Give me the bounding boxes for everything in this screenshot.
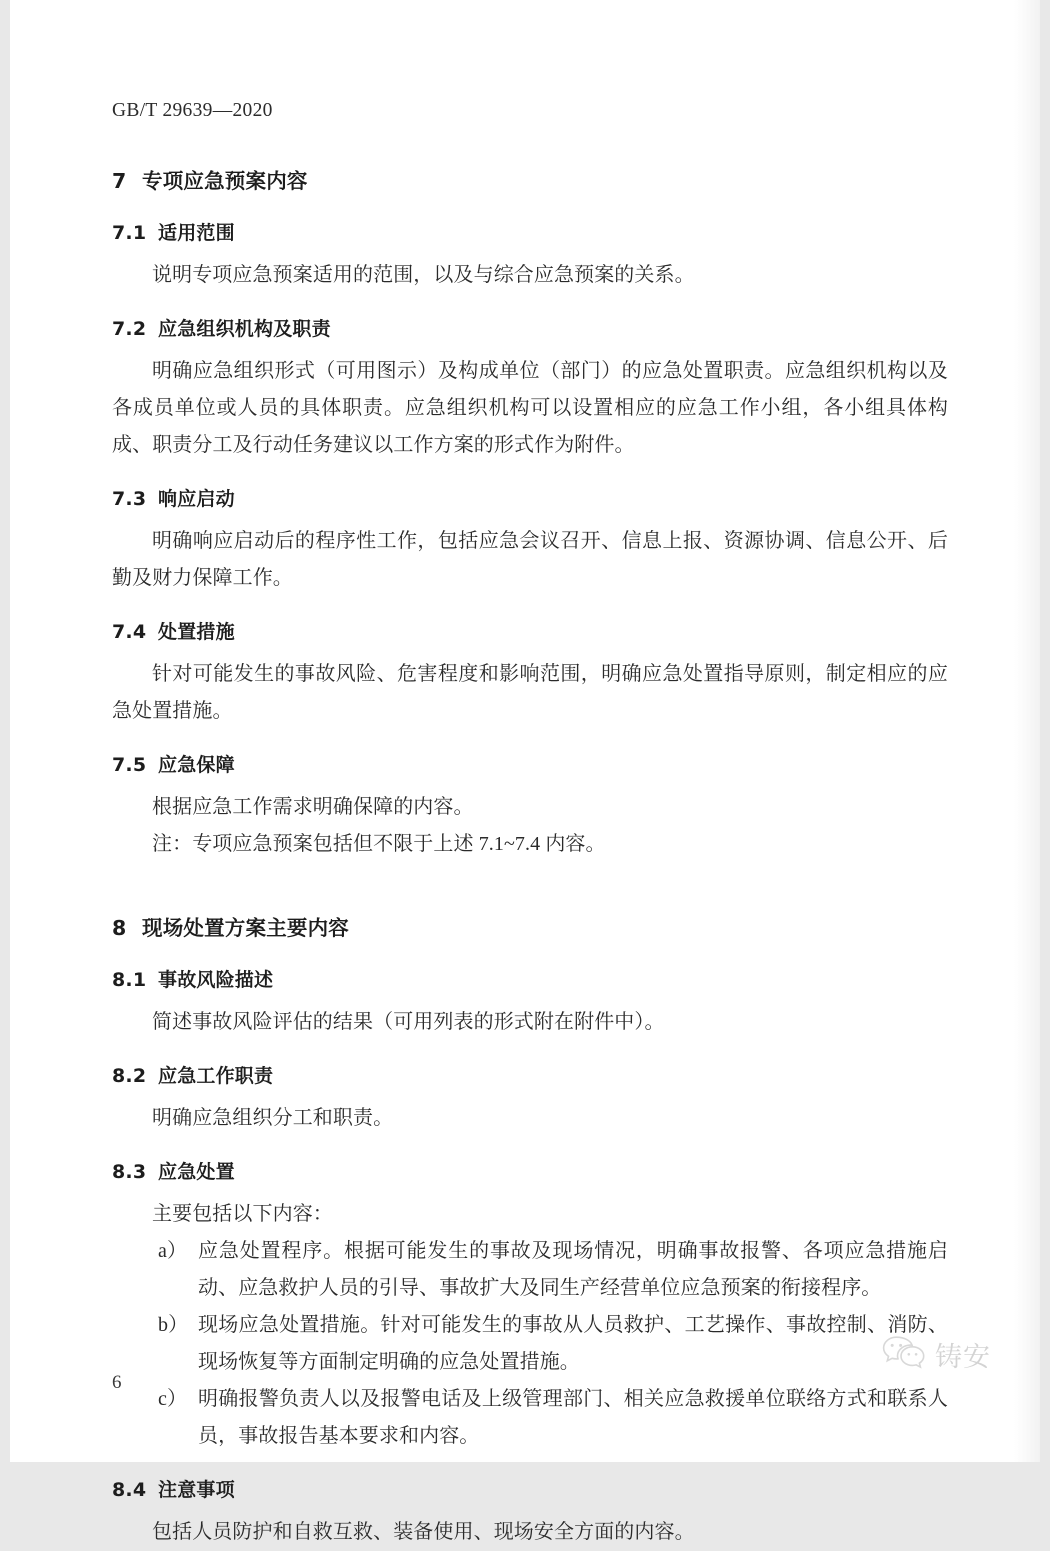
list-text-b: 现场应急处置措施。针对可能发生的事故从人员救护、工艺操作、事故控制、消防、现场恢复等方面制定明确的应急处置措施。 [198, 1314, 948, 1373]
subclause-heading-7-1 [112, 218, 948, 245]
list-marker-c: c） [158, 1388, 188, 1410]
subclause-heading-7-5 [112, 750, 948, 777]
paragraph-7-5-1: 根据应急工作需求明确保障的内容。 [152, 796, 474, 818]
clause-title-7: 专项应急预案内容 [142, 169, 308, 193]
page-content [112, 0, 948, 1543]
subclause-heading-8-1 [112, 965, 948, 992]
list-marker-a: a） [158, 1240, 188, 1262]
subclause-number-8-2: 8.2 [112, 1065, 147, 1087]
subclause-heading-8-4 [112, 1475, 948, 1502]
paragraph-7-3-1: 明确响应启动后的程序性工作，包括应急会议召开、信息上报、资源协调、信息公开、后勤及财力保障工作。 [112, 530, 948, 589]
paragraph-8-3-intro: 主要包括以下内容： [152, 1203, 333, 1225]
subclause-number-7-4: 7.4 [112, 621, 147, 643]
paragraph-8-2-1: 明确应急组织分工和职责。 [152, 1107, 394, 1129]
paragraph-8-1-1: 简述事故风险评估的结果（可用列表的形式附在附件中）。 [152, 1011, 665, 1033]
watermark-label: 铸安 [935, 1342, 991, 1373]
paragraph-8-4-1: 包括人员防护和自救互救、装备使用、现场安全方面的内容。 [152, 1521, 695, 1543]
note-7-5: 注：专项应急预案包括但不限于上述 7.1~7.4 内容。 [152, 833, 606, 855]
list-8-3 [112, 1233, 948, 1455]
subclause-heading-8-2 [112, 1061, 948, 1088]
subclause-number-7-5: 7.5 [112, 754, 147, 776]
subclause-heading-7-4 [112, 617, 948, 644]
subclause-number-7-2: 7.2 [112, 318, 147, 340]
standard-number-header: GB/T 29639—2020 [112, 100, 273, 121]
list-text-c: 明确报警负责人以及报警电话及上级管理部门、相关应急救援单位联络方式和联系人员，事故报告基本要求和内容。 [198, 1388, 948, 1447]
list-item [112, 1233, 948, 1307]
page-number: 6 [112, 1372, 122, 1393]
subclause-title-8-2: 应急工作职责 [158, 1065, 274, 1087]
subclause-number-8-3: 8.3 [112, 1161, 147, 1183]
subclause-title-7-2: 应急组织机构及职责 [158, 318, 331, 340]
clause-number-8: 8 [112, 916, 127, 940]
list-text-a: 应急处置程序。根据可能发生的事故及现场情况，明确事故报警、各项应急措施启动、应急救护人员的引导、事故扩大及同生产经营单位应急预案的衔接程序。 [198, 1240, 948, 1299]
subclause-title-7-3: 响应启动 [158, 488, 235, 510]
subclause-title-7-4: 处置措施 [158, 621, 235, 643]
clause-title-8: 现场处置方案主要内容 [142, 916, 349, 940]
subclause-number-7-3: 7.3 [112, 488, 147, 510]
clause-heading-8 [112, 911, 948, 941]
list-item [112, 1381, 948, 1455]
subclause-title-8-1: 事故风险描述 [158, 969, 274, 991]
subclause-number-8-4: 8.4 [112, 1479, 147, 1501]
list-marker-b: b） [158, 1314, 189, 1336]
scan-edge-shading [1014, 0, 1040, 1462]
subclause-heading-8-3 [112, 1157, 948, 1184]
document-page [10, 0, 1040, 1543]
subclause-title-7-1: 适用范围 [158, 222, 235, 244]
list-item [112, 1307, 948, 1381]
subclause-heading-7-2 [112, 314, 948, 341]
paragraph-7-4-1: 针对可能发生的事故风险、危害程度和影响范围，明确应急处置指导原则，制定相应的应急处置措施。 [112, 663, 948, 722]
subclause-title-8-4: 注意事项 [158, 1479, 235, 1501]
clause-number-7: 7 [112, 169, 127, 193]
subclause-title-8-3: 应急处置 [158, 1161, 235, 1183]
subclause-title-7-5: 应急保障 [158, 754, 235, 776]
subclause-heading-7-3 [112, 484, 948, 511]
paragraph-7-1-1: 说明专项应急预案适用的范围，以及与综合应急预案的关系。 [152, 264, 695, 286]
clause-heading-7 [112, 164, 948, 194]
subclause-number-8-1: 8.1 [112, 969, 147, 991]
subclause-number-7-1: 7.1 [112, 222, 147, 244]
document-body [112, 150, 948, 1551]
paragraph-7-2-1: 明确应急组织形式（可用图示）及构成单位（部门）的应急处置职责。应急组织机构以及各成员单位或人员的具体职责。应急组织机构可以设置相应的应急工作小组，各小组具体构成、职责分工及行动任务建议以工作方案的形式作为附件。 [112, 360, 948, 456]
